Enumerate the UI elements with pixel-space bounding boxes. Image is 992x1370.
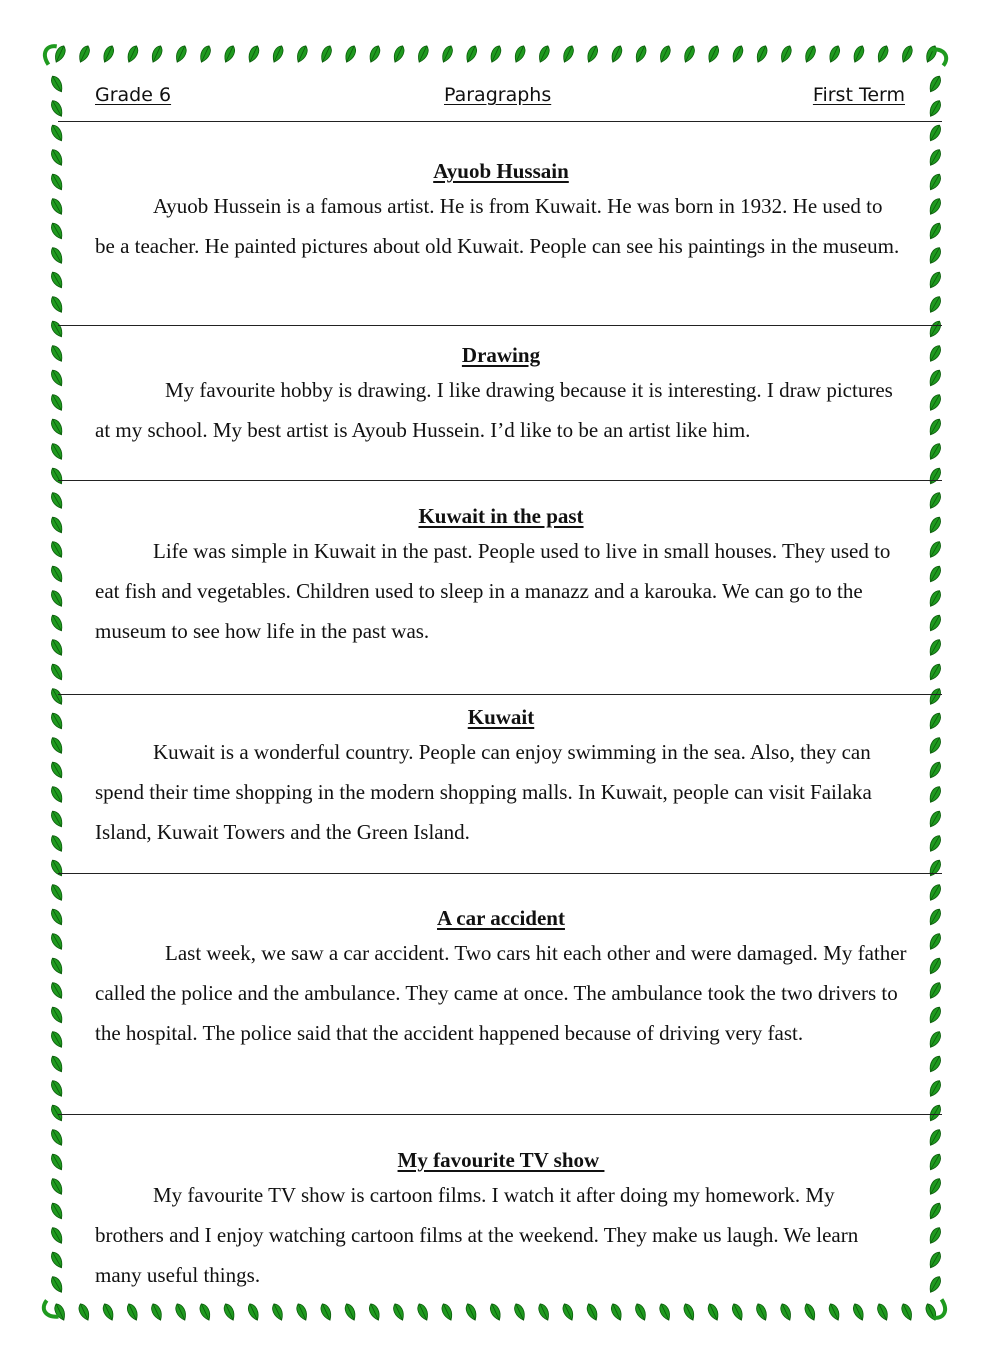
leaf-icon [49,344,65,364]
leaf-icon [927,540,943,560]
leaf-icon [319,44,334,64]
leaf-icon [49,148,65,168]
leaf-icon [49,1275,65,1295]
leaf-icon [49,834,65,854]
leaf-icon [927,662,943,682]
section-divider [58,694,942,695]
leaf-icon [367,1302,382,1322]
leaf-icon [927,123,943,143]
leaf-icon [924,44,939,64]
section-title: Kuwait [467,705,535,729]
leaf-icon [49,711,65,731]
leaf-icon [561,1302,576,1322]
leaf-icon [927,515,943,535]
leaf-icon [49,99,65,119]
leaf-icon [927,442,943,462]
leaf-icon [49,1005,65,1025]
page-header [95,84,905,114]
section-divider [58,480,942,481]
leaf-icon [536,44,551,64]
leaf-icon [682,1302,697,1322]
leaf-icon [827,1302,842,1322]
leaf-icon [561,44,576,64]
leaf-icon [927,197,943,217]
leaf-icon [49,564,65,584]
leaf-icon [927,1005,943,1025]
leaf-icon [101,44,116,64]
leaf-icon [927,1275,943,1295]
leaf-icon [899,1302,914,1322]
leaf-icon [927,711,943,731]
leaf-icon [657,44,672,64]
leaf-icon [49,319,65,339]
leaf-icon [49,246,65,266]
subject-label: Paragraphs [444,84,552,106]
leaf-icon [875,1302,890,1322]
leaf-icon [101,1302,116,1322]
leaf-icon [246,1302,261,1322]
leaf-icon [198,44,213,64]
leaf-icon [778,1302,793,1322]
leaf-icon [49,1177,65,1197]
leaf-icon [52,1302,67,1322]
section-paragraph: My favourite TV show is cartoon films. I watch it after doing my homework. My brothers and I enjoy watching cartoon films at the weekend. They make us laugh. We learn many useful things. [95,1183,859,1287]
leaf-icon [173,1302,188,1322]
leaf-icon [294,44,309,64]
leaf-icon [49,515,65,535]
leaf-icon [927,834,943,854]
leaf-icon [927,638,943,658]
section-paragraph: Kuwait is a wonderful country. People can enjoy swimming in the sea. Also, they can spend their time shopping in the modern shopping malls. In Kuwait, people can visit Failaka Island, Kuwait Towers and the Green Island. [95,740,872,844]
leaf-icon [927,368,943,388]
leaf-icon [927,74,943,94]
leaf-icon [682,44,697,64]
section-paragraph: My favourite hobby is drawing. I like drawing because it is interesting. I draw pictures at my school. My best artist is Ayoub Hussein. I’d like to be an artist like him. [95,378,893,442]
leaf-icon [927,1079,943,1099]
leaf-icon [49,1054,65,1074]
leaf-icon [222,1302,237,1322]
leaf-icon [49,956,65,976]
leaf-icon [222,44,237,64]
section-paragraph: Last week, we saw a car accident. Two cars hit each other and were damaged. My father called the police and the ambulance. They came at once. The ambulance took the two drivers to the hospital. The police said that the accident happened because of driving very fast. [95,941,907,1045]
leaf-icon [927,1054,943,1074]
leaf-icon [927,466,943,486]
leaf-icon [270,1302,285,1322]
leaf-icon [609,1302,624,1322]
leaf-icon [927,1201,943,1221]
leaf-icon [49,1128,65,1148]
leaf-icon [657,1302,672,1322]
leaf-icon [49,1103,65,1123]
section-title: My favourite TV show [397,1148,605,1172]
leaf-icon [927,589,943,609]
leaf-icon [246,44,261,64]
leaf-icon [49,809,65,829]
section-ayuob-hussain [95,156,907,266]
leaf-icon [415,1302,430,1322]
leaf-icon [49,270,65,290]
section-paragraph: Life was simple in Kuwait in the past. People used to live in small houses. They used to eat fish and vegetables. Children used to sleep in a manazz and a karouka. We can go to the museum to see how life in the past was. [95,539,891,643]
leaf-icon [730,1302,745,1322]
leaf-icon [927,99,943,119]
section-divider [58,873,942,874]
leaf-icon [49,662,65,682]
leaf-icon [391,44,406,64]
leaf-icon [730,44,745,64]
leaf-icon [927,417,943,437]
leaf-icon [49,442,65,462]
leaf-icon [927,1152,943,1172]
leaf-icon [827,44,842,64]
section-car-accident [95,903,907,1053]
leaf-icon [343,44,358,64]
leaf-icon [927,319,943,339]
leaf-icon [512,1302,527,1322]
section-divider [58,1114,942,1115]
leaf-icon [319,1302,334,1322]
leaf-icon [488,1302,503,1322]
section-kuwait-in-the-past [95,501,907,651]
leaf-icon [899,44,914,64]
leaf-icon [927,785,943,805]
leaf-icon [927,393,943,413]
leaf-icon [49,883,65,903]
leaf-icon [927,1226,943,1246]
leaf-icon [464,44,479,64]
leaf-icon [125,44,140,64]
leaf-icon [927,344,943,364]
leaf-icon [927,270,943,290]
leaf-icon [927,858,943,878]
leaf-icon [609,44,624,64]
section-title: A car accident [437,906,565,930]
leaf-icon [49,589,65,609]
leaf-icon [927,1103,943,1123]
leaf-icon [927,956,943,976]
leaf-icon [927,246,943,266]
leaf-icon [49,613,65,633]
leaf-icon [49,393,65,413]
leaf-icon [488,44,503,64]
section-favourite-tv-show [95,1145,907,1295]
leaf-icon [927,809,943,829]
section-divider [58,325,942,326]
leaf-icon [270,44,285,64]
leaf-icon [585,1302,600,1322]
leaf-icon [49,1201,65,1221]
leaf-icon [633,44,648,64]
leaf-icon [851,1302,866,1322]
leaf-icon [803,1302,818,1322]
grade-label: Grade 6 [95,84,172,106]
term-label: First Term [812,84,905,106]
leaf-icon [49,1226,65,1246]
leaf-icon [754,1302,769,1322]
leaf-icon [149,44,164,64]
leaf-icon [367,44,382,64]
leaf-icon [49,932,65,952]
leaf-icon [49,736,65,756]
leaf-icon [633,1302,648,1322]
leaf-icon [49,123,65,143]
leaf-icon [706,44,721,64]
leaf-icon [440,44,455,64]
leaf-icon [49,907,65,927]
section-paragraph: Ayuob Hussein is a famous artist. He is from Kuwait. He was born in 1932. He used to be a teacher. He painted pictures about old Kuwait. People can see his paintings in the museum. [95,194,900,258]
leaf-icon [927,907,943,927]
leaf-icon [49,368,65,388]
leaf-icon [927,221,943,241]
leaf-icon [927,981,943,1001]
leaf-icon [415,44,430,64]
leaf-icon [875,44,890,64]
leaf-icon [803,44,818,64]
leaf-icon [49,858,65,878]
section-kuwait [95,702,907,852]
leaf-icon [49,687,65,707]
leaf-icon [927,148,943,168]
leaf-icon [294,1302,309,1322]
leaf-icon [49,1250,65,1270]
header-divider [58,121,942,122]
leaf-icon [927,687,943,707]
leaf-icon [49,1152,65,1172]
leaf-icon [49,1030,65,1050]
leaf-icon [49,540,65,560]
leaf-icon [927,295,943,315]
leaf-icon [49,172,65,192]
leaf-icon [585,44,600,64]
leaf-icon [754,44,769,64]
section-title: Drawing [461,343,541,367]
leaf-icon [49,466,65,486]
leaf-icon [49,638,65,658]
leaf-icon [927,491,943,511]
leaf-icon [512,44,527,64]
leaf-icon [77,44,92,64]
leaf-icon [49,74,65,94]
leaf-icon [927,1177,943,1197]
section-drawing [95,340,907,450]
leaf-icon [49,197,65,217]
leaf-icon [927,760,943,780]
leaf-icon [49,417,65,437]
section-title: Ayuob Hussain [433,159,569,183]
leaf-icon [927,883,943,903]
leaf-icon [173,44,188,64]
leaf-icon [49,295,65,315]
leaf-icon [927,613,943,633]
leaf-icon [778,44,793,64]
leaf-icon [927,1250,943,1270]
leaf-icon [851,44,866,64]
leaf-icon [927,1128,943,1148]
leaf-icon [391,1302,406,1322]
section-title: Kuwait in the past [418,504,584,528]
leaf-icon [49,1079,65,1099]
leaf-icon [706,1302,721,1322]
leaf-icon [927,564,943,584]
leaf-icon [536,1302,551,1322]
leaf-icon [149,1302,164,1322]
leaf-icon [49,785,65,805]
leaf-icon [125,1302,140,1322]
leaf-icon [464,1302,479,1322]
leaf-icon [49,491,65,511]
leaf-icon [49,221,65,241]
leaf-icon [927,736,943,756]
leaf-icon [927,1030,943,1050]
leaf-icon [49,981,65,1001]
leaf-icon [343,1302,358,1322]
leaf-icon [927,932,943,952]
leaf-icon [927,172,943,192]
leaf-icon [440,1302,455,1322]
leaf-icon [49,760,65,780]
leaf-icon [198,1302,213,1322]
leaf-icon [77,1302,92,1322]
